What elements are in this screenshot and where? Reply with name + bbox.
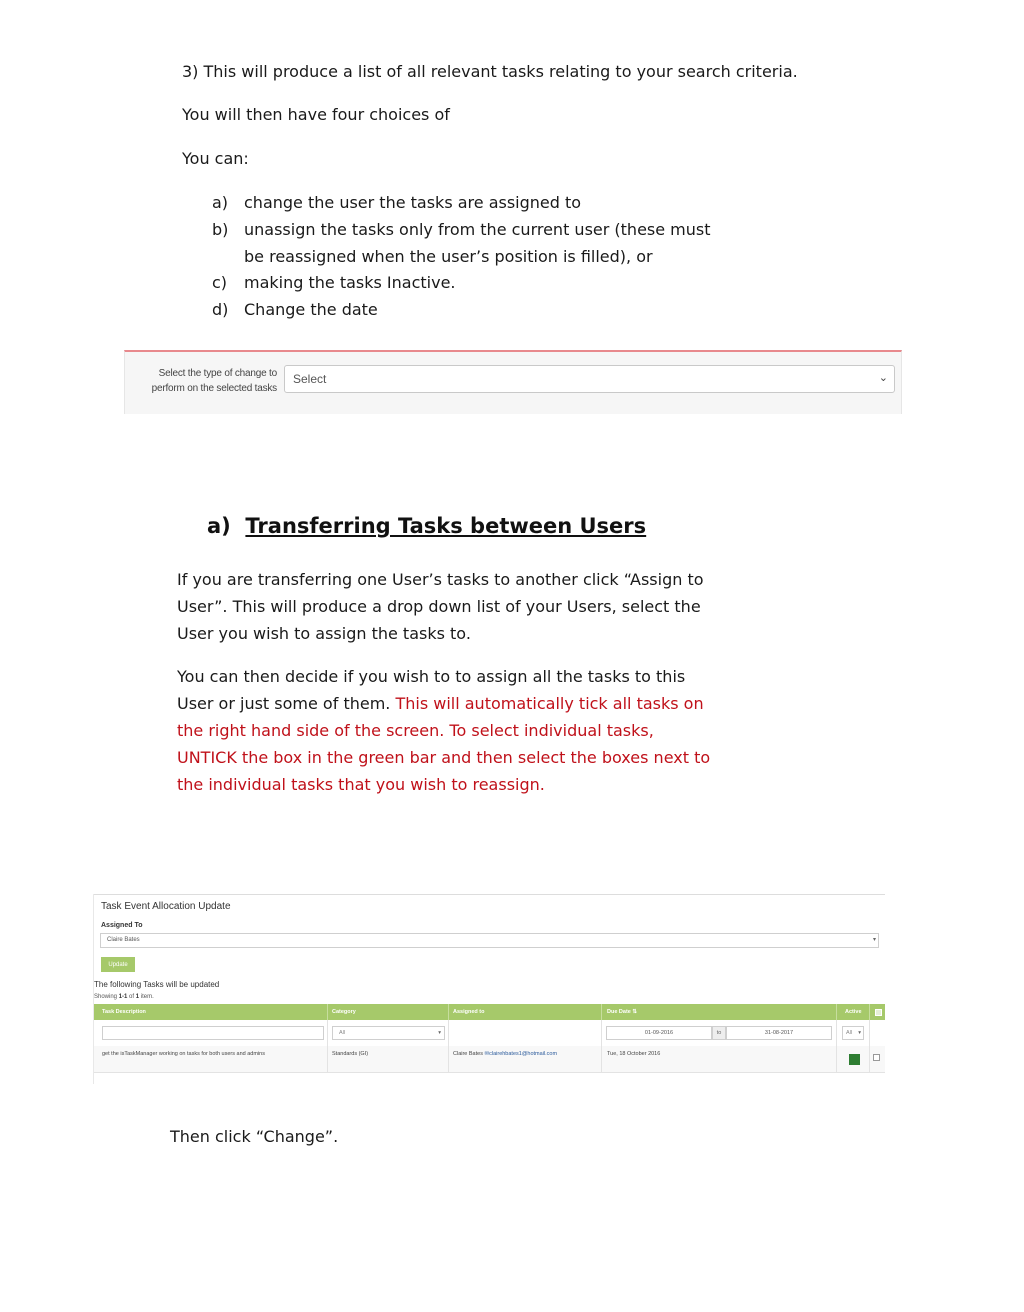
- column-divider: [869, 1004, 870, 1020]
- column-divider: [448, 1004, 449, 1020]
- four-choices-text: You will then have four choices of: [182, 105, 450, 124]
- list-text: unassign the tasks only from the current user (these must be reassigned when the user’s position is filled), or: [244, 220, 711, 266]
- change-type-panel: [124, 350, 902, 414]
- transfer-paragraph-2-black: You can then decide if you wish to to assign all the tasks to this User or just some of them.: [177, 667, 686, 713]
- column-divider: [836, 1004, 837, 1020]
- column-divider: [836, 1020, 837, 1072]
- row-assigned-to: [453, 1051, 557, 1057]
- caret-down-icon: ▾: [872, 937, 876, 943]
- following-tasks-text: The following Tasks will be updated: [94, 980, 220, 989]
- column-header-description[interactable]: Task Description: [102, 1009, 146, 1015]
- table-row: [94, 1046, 885, 1073]
- row-due-date: Tue, 18 October 2016: [607, 1051, 661, 1057]
- active-filter-value: All: [846, 1030, 853, 1036]
- filter-row: [94, 1020, 885, 1046]
- panel-border: [93, 894, 885, 895]
- showing-count: [94, 994, 154, 1000]
- showing-suffix: item.: [140, 994, 154, 1000]
- select-all-checkbox[interactable]: [875, 1009, 882, 1016]
- active-status-indicator[interactable]: [849, 1054, 860, 1065]
- showing-prefix: Showing: [94, 994, 118, 1000]
- list-letter: d): [212, 300, 229, 319]
- list-text: making the tasks Inactive.: [244, 273, 456, 292]
- step-3-text: 3) This will produce a list of all relevant tasks relating to your search criteria.: [182, 62, 798, 81]
- closing-text: Then click “Change”.: [170, 1127, 339, 1146]
- assigned-to-select[interactable]: [100, 933, 879, 948]
- column-divider: [601, 1004, 602, 1020]
- you-can-text: You can:: [182, 149, 249, 168]
- column-divider: [448, 1020, 449, 1072]
- column-header-due-date[interactable]: Due Date ⇅: [607, 1009, 637, 1015]
- list-letter: b): [212, 220, 229, 239]
- column-divider: [327, 1020, 328, 1072]
- caret-down-icon: ▾: [438, 1030, 441, 1036]
- list-item: [212, 216, 724, 270]
- table-header: [94, 1004, 885, 1020]
- row-description: get the isTaskManager working on tasks for both users and admins: [102, 1051, 265, 1057]
- update-button[interactable]: Update: [101, 957, 135, 972]
- transfer-paragraph-2: [177, 663, 712, 798]
- row-assigned-name: Claire Bates: [453, 1051, 483, 1057]
- date-range-to-label: to: [712, 1026, 726, 1040]
- showing-range: 1-1: [118, 994, 128, 1000]
- column-header-assigned-to[interactable]: Assigned to: [453, 1009, 485, 1015]
- change-type-select-value: Select: [293, 372, 327, 386]
- showing-total: 1: [135, 994, 140, 1000]
- transfer-paragraph-1: If you are transferring one User’s tasks to another click “Assign to User”. This will produce a drop down list of your Users, select the User you wish to assign the tasks to.: [177, 570, 704, 643]
- description-filter-input[interactable]: [102, 1026, 324, 1040]
- row-select-checkbox[interactable]: [873, 1054, 880, 1061]
- active-filter-select[interactable]: [842, 1026, 864, 1040]
- list-item: [212, 296, 724, 323]
- showing-of: of: [129, 994, 135, 1000]
- date-from-value: 01-09-2016: [644, 1030, 674, 1036]
- list-text: Change the date: [244, 300, 378, 319]
- section-heading: [207, 514, 646, 538]
- list-letter: c): [212, 273, 228, 292]
- change-type-select[interactable]: [284, 365, 895, 393]
- date-to-value: 31-08-2017: [764, 1030, 794, 1036]
- category-filter-select[interactable]: [332, 1026, 445, 1040]
- allocation-panel: [93, 894, 885, 1084]
- row-assigned-email-link[interactable]: ✉clairehbates1@hotmail.com: [484, 1051, 558, 1057]
- assigned-to-label: Assigned To: [101, 922, 143, 929]
- chevron-down-icon: ⌄: [878, 372, 888, 384]
- list-item: [212, 189, 724, 216]
- list-text: change the user the tasks are assigned to: [244, 193, 582, 212]
- column-header-category[interactable]: Category: [332, 1009, 356, 1015]
- column-divider: [327, 1004, 328, 1020]
- column-divider: [601, 1020, 602, 1072]
- column-header-active[interactable]: Active: [845, 1009, 862, 1015]
- change-type-label: Select the type of change to perform on the selected tasks: [151, 368, 277, 394]
- section-letter: a): [207, 514, 231, 538]
- date-from-input[interactable]: [606, 1026, 712, 1040]
- caret-down-icon: ▾: [858, 1030, 861, 1036]
- transfer-paragraph-2-red: This will automatically tick all tasks on the right hand side of the screen. To select individual tasks, UNTICK the box in the green bar and then select the boxes next to the individual tasks that you wish to reassign.: [177, 694, 711, 794]
- column-divider: [869, 1020, 870, 1072]
- section-title: Transferring Tasks between Users: [245, 514, 647, 538]
- allocation-title: Task Event Allocation Update: [101, 901, 231, 912]
- list-letter: a): [212, 193, 229, 212]
- list-item: [212, 269, 724, 296]
- assigned-to-value: Claire Bates: [107, 937, 140, 943]
- date-to-input[interactable]: [726, 1026, 832, 1040]
- category-filter-value: All: [339, 1030, 346, 1036]
- row-category: Standards (GI): [332, 1051, 369, 1057]
